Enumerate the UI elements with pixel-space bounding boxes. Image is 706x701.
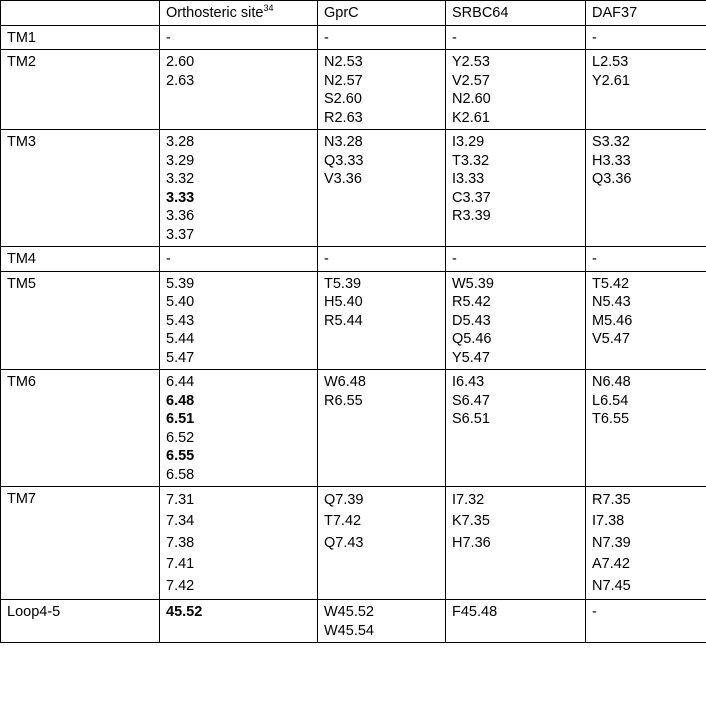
gprc-residue: Q7.39 [324, 492, 364, 508]
gprc-residue: R6.55 [324, 392, 363, 409]
srbc64-residue: W5.39 [452, 275, 494, 292]
orthosteric-position: 3.36 [166, 208, 195, 224]
daf37-residue: - [592, 251, 597, 267]
gprc-cell [318, 247, 446, 272]
daf37-cell [586, 130, 706, 247]
orthosteric-position: 6.44 [166, 374, 195, 390]
orthosteric-cell [160, 600, 318, 643]
srbc64-residue: - [452, 251, 457, 267]
daf37-cell [586, 600, 706, 643]
srbc64-residue: H7.36 [452, 534, 491, 551]
orthosteric-position: 2.63 [166, 72, 195, 89]
orthosteric-position: 45.52 [166, 604, 203, 621]
srbc64-cell [446, 130, 586, 247]
gprc-residue: N3.28 [324, 134, 363, 150]
gprc-residue: R5.44 [324, 312, 363, 329]
srbc64-cell [446, 25, 586, 50]
table-body [1, 25, 706, 643]
orthosteric-position: 6.55 [166, 448, 195, 464]
srbc64-cell [446, 247, 586, 272]
row-label: TM1 [1, 25, 160, 50]
daf37-residue: N7.39 [592, 534, 631, 551]
orthosteric-position: 5.40 [166, 294, 195, 310]
row-label: TM6 [1, 370, 160, 487]
srbc64-residue: I3.29 [452, 134, 485, 150]
orthosteric-position: 3.29 [166, 152, 195, 169]
daf37-residue: N5.43 [592, 294, 631, 310]
orthosteric-position: - [166, 251, 171, 267]
orthosteric-cell [160, 130, 318, 247]
orthosteric-position: 7.34 [166, 513, 195, 530]
orthosteric-cell [160, 487, 318, 600]
header-daf37: DAF37 [586, 1, 706, 26]
srbc64-residue: - [452, 29, 457, 46]
orthosteric-position: 5.43 [166, 312, 195, 329]
orthosteric-position: 7.38 [166, 534, 195, 551]
daf37-residue: A7.42 [592, 556, 630, 573]
gprc-residue: R2.63 [324, 109, 363, 126]
row-label: TM4 [1, 247, 160, 272]
daf37-residue: S3.32 [592, 134, 630, 150]
orthosteric-position: 2.60 [166, 54, 195, 70]
daf37-residue: M5.46 [592, 312, 633, 329]
srbc64-residue: Y5.47 [452, 349, 490, 366]
daf37-residue: - [592, 29, 597, 46]
orthosteric-cell [160, 247, 318, 272]
gprc-cell [318, 130, 446, 247]
daf37-residue: - [592, 604, 597, 621]
daf37-residue: N6.48 [592, 374, 631, 390]
orthosteric-position: - [166, 29, 171, 46]
srbc64-residue: I3.33 [452, 171, 485, 187]
row-label: TM3 [1, 130, 160, 247]
gprc-residue: N2.53 [324, 54, 363, 70]
header-gprc: GprC [318, 1, 446, 26]
orthosteric-position: 3.33 [166, 189, 195, 206]
daf37-cell [586, 271, 706, 370]
gprc-cell [318, 600, 446, 643]
daf37-residue: Q3.36 [592, 171, 632, 187]
table-row [1, 600, 706, 643]
header-srbc64: SRBC64 [446, 1, 586, 26]
srbc64-cell [446, 600, 586, 643]
daf37-residue: R7.35 [592, 492, 631, 508]
srbc64-residue: T3.32 [452, 152, 490, 169]
row-label: TM5 [1, 271, 160, 370]
orthosteric-position: 3.32 [166, 171, 195, 187]
table-row [1, 50, 706, 130]
srbc64-residue: K7.35 [452, 513, 490, 530]
row-label: Loop4-5 [1, 600, 160, 643]
daf37-residue: T6.55 [592, 411, 630, 427]
orthosteric-position: 6.48 [166, 392, 195, 409]
daf37-cell [586, 370, 706, 487]
header-region [1, 1, 160, 26]
gprc-cell [318, 487, 446, 600]
table-row [1, 487, 706, 600]
daf37-cell [586, 25, 706, 50]
orthosteric-position: 5.44 [166, 331, 195, 347]
gprc-residue: Q3.33 [324, 152, 364, 169]
srbc64-cell [446, 487, 586, 600]
orthosteric-position: 3.28 [166, 134, 195, 150]
row-label: TM2 [1, 50, 160, 130]
orthosteric-position: 3.37 [166, 226, 195, 243]
gprc-residue: T7.42 [324, 513, 362, 530]
row-label: TM7 [1, 487, 160, 600]
gprc-residue: H5.40 [324, 294, 363, 310]
orthosteric-cell [160, 370, 318, 487]
srbc64-residue: D5.43 [452, 312, 491, 329]
srbc64-residue: R5.42 [452, 294, 491, 310]
orthosteric-position: 6.52 [166, 429, 195, 446]
orthosteric-position: 6.58 [166, 466, 195, 483]
daf37-residue: N7.45 [592, 577, 631, 594]
orthosteric-position: 7.42 [166, 577, 195, 594]
srbc64-residue: Y2.53 [452, 54, 490, 70]
gprc-residue: W45.52 [324, 604, 374, 621]
table-row [1, 271, 706, 370]
srbc64-cell [446, 271, 586, 370]
orthosteric-position: 5.47 [166, 349, 195, 366]
daf37-residue: H3.33 [592, 152, 631, 169]
orthosteric-position: 7.41 [166, 556, 195, 573]
header-orthosteric-site [160, 1, 318, 26]
srbc64-cell [446, 370, 586, 487]
srbc64-residue: F45.48 [452, 604, 498, 621]
gprc-residue: S2.60 [324, 91, 362, 107]
gprc-residue: - [324, 29, 329, 46]
srbc64-residue: K2.61 [452, 109, 490, 126]
gprc-residue: W45.54 [324, 622, 374, 639]
gprc-cell [318, 370, 446, 487]
orthosteric-position: 6.51 [166, 411, 195, 427]
srbc64-residue: C3.37 [452, 189, 491, 206]
gprc-cell [318, 50, 446, 130]
gprc-residue: V3.36 [324, 171, 362, 187]
header-row [1, 1, 706, 26]
gprc-residue: W6.48 [324, 374, 366, 390]
orthosteric-position: 7.31 [166, 492, 195, 508]
gprc-residue: N2.57 [324, 72, 363, 89]
daf37-cell [586, 50, 706, 130]
gprc-residue: - [324, 251, 329, 267]
srbc64-residue: I7.32 [452, 492, 485, 508]
gprc-cell [318, 271, 446, 370]
srbc64-residue: V2.57 [452, 72, 490, 89]
srbc64-residue: S6.51 [452, 411, 490, 427]
orthosteric-cell [160, 271, 318, 370]
daf37-residue: I7.38 [592, 513, 625, 530]
srbc64-residue: S6.47 [452, 392, 490, 409]
daf37-residue: Y2.61 [592, 72, 630, 89]
srbc64-residue: I6.43 [452, 374, 485, 390]
table-row [1, 25, 706, 50]
orthosteric-cell [160, 50, 318, 130]
daf37-cell [586, 487, 706, 600]
orthosteric-position: 5.39 [166, 275, 195, 292]
orthosteric-cell [160, 25, 318, 50]
gprc-cell [318, 25, 446, 50]
srbc64-residue: N2.60 [452, 91, 491, 107]
daf37-cell [586, 247, 706, 272]
header-orthosteric-label: Orthosteric site [166, 5, 264, 21]
daf37-residue: V5.47 [592, 331, 630, 347]
srbc64-residue: R3.39 [452, 208, 491, 224]
daf37-residue: L6.54 [592, 392, 629, 409]
gprc-residue: Q7.43 [324, 534, 364, 551]
daf37-residue: L2.53 [592, 54, 629, 70]
gprc-residue: T5.39 [324, 275, 362, 292]
table-row [1, 130, 706, 247]
daf37-residue: T5.42 [592, 275, 630, 292]
header-orthosteric-ref: 34 [263, 3, 274, 13]
srbc64-cell [446, 50, 586, 130]
srbc64-residue: Q5.46 [452, 331, 492, 347]
table-row [1, 370, 706, 487]
table-row [1, 247, 706, 272]
